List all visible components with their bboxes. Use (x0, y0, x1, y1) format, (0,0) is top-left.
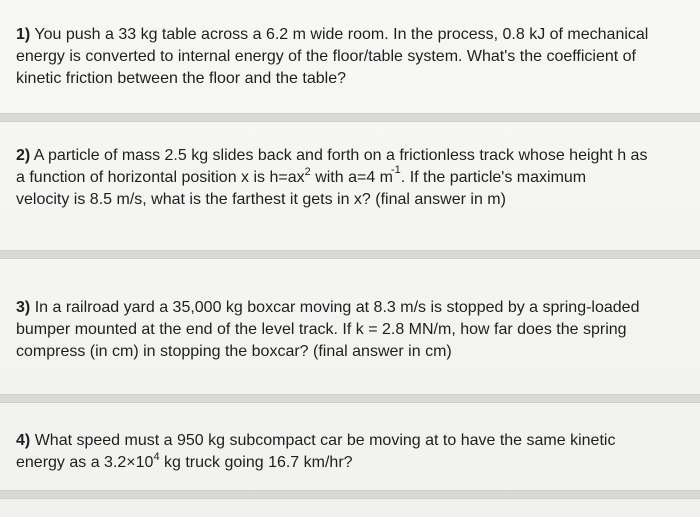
question-3-line-2: bumper mounted at the end of the level track. If k = 2.8 MN/m, how far does the spring (16, 321, 627, 338)
question-4-text-2b: kg truck going 16.7 km/hr? (159, 454, 353, 471)
question-3-text-1: In a railroad yard a 35,000 kg boxcar moving at 8.3 m/s is stopped by a spring-loaded (34, 299, 640, 316)
question-3-line-1 (16, 297, 684, 319)
question-1-text-1: You push a 33 kg table across a 6.2 m wide room. In the process, 0.8 kJ of mechanical (34, 26, 649, 43)
question-2 (0, 145, 700, 211)
question-1-line-3: kinetic friction between the floor and the table? (16, 70, 346, 87)
question-3-number: 3) (16, 299, 31, 316)
divider (0, 490, 700, 499)
question-2-line-1 (16, 145, 684, 167)
question-3 (0, 297, 700, 363)
exponent-minus-1: -1 (391, 164, 401, 176)
question-2-text-2c: . If the particle's maximum (400, 169, 587, 186)
question-1 (0, 24, 700, 90)
question-2-line-2 (16, 164, 684, 189)
question-1-line-2: energy is converted to internal energy of the floor/table system. What's the coefficient of (16, 48, 636, 65)
question-2-text-2b: with a=4 m (310, 169, 394, 186)
question-4-line-2 (16, 452, 684, 474)
question-4-line-1 (16, 430, 684, 452)
question-2-text-1: A particle of mass 2.5 kg slides back and forth on a frictionless track whose height h as (33, 147, 648, 164)
question-1-line-1 (16, 24, 684, 46)
divider (0, 394, 700, 403)
question-1-number: 1) (16, 26, 31, 43)
question-4-text-2a: energy as a 3.2×10 (16, 454, 154, 471)
question-3-line-3: compress (in cm) in stopping the boxcar? (final answer in cm) (16, 343, 452, 360)
divider (0, 250, 700, 259)
question-2-number: 2) (16, 147, 31, 164)
question-2-line-3: velocity is 8.5 m/s, what is the farthest it gets in x? (final answer in m) (16, 191, 506, 208)
divider (0, 113, 700, 122)
question-4 (0, 430, 700, 474)
exponent-4: 4 (153, 451, 160, 463)
question-2-text-2a: a function of horizontal position x is h=ax (16, 169, 305, 186)
question-4-text-1: What speed must a 950 kg subcompact car be moving at to have the same kinetic (34, 432, 616, 449)
exponent-2: 2 (304, 166, 311, 178)
question-4-number: 4) (16, 432, 31, 449)
